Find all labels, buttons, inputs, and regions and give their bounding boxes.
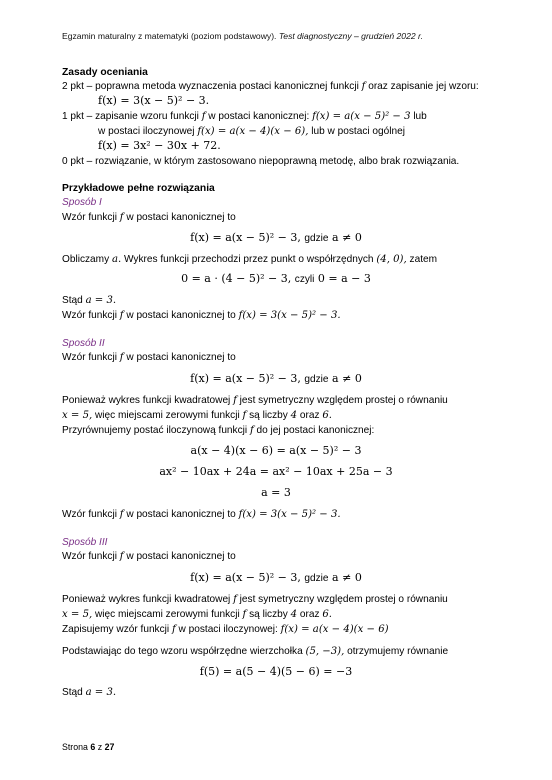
eq: 0 = a · (4 − 5)² − 3,	[181, 272, 292, 285]
point: (5, −3),	[305, 646, 345, 657]
method-2-eq1	[0, 372, 552, 387]
text: w postaci kanonicznej to	[126, 509, 236, 520]
method-1-line2	[62, 253, 437, 266]
header-suffix: Test diagnostyczny – grudzień 2022 r.	[278, 31, 423, 41]
eq: x = 5,	[62, 410, 93, 421]
method-2-eq4: a = 3	[261, 486, 291, 499]
eq: f(x) = a(x − 5)² − 3,	[190, 571, 301, 584]
text: więc miejscami zerowymi funkcji	[95, 410, 240, 421]
score-2pkt-f: f	[361, 81, 366, 92]
method-1-line3	[62, 294, 116, 307]
text: zatem	[409, 254, 438, 265]
number: 6.	[322, 410, 332, 421]
method-2-eq2: a(x − 4)(x − 6) = a(x − 5)² − 3	[190, 444, 362, 457]
score-0pkt: 0 pkt – rozwiązanie, w którym zastosowano niepoprawną metodę, albo brak rozwiązania.	[62, 156, 460, 167]
var-f: f	[233, 594, 237, 605]
score-2pkt-tail: oraz zapisanie jej wzoru:	[368, 81, 479, 92]
eq: 0 = a − 3	[317, 272, 371, 285]
text: jest symetryczny względem prostej o równaniu	[239, 594, 448, 605]
section-title-scoring: Zasady oceniania	[62, 67, 148, 78]
score-2pkt	[62, 80, 479, 93]
score-1pkt-lub: lub	[413, 111, 427, 122]
score-2pkt-formula: f(x) = 3(x − 5)² − 3.	[98, 94, 210, 107]
method-2-line5	[62, 508, 341, 521]
method-2-line4	[62, 424, 374, 437]
text: Wzór funkcji	[62, 352, 117, 363]
score-1pkt-line3-formula: f(x) = 3x² − 30x + 72.	[98, 139, 221, 152]
text: w postaci iloczynowej:	[178, 624, 278, 635]
number: 4	[290, 609, 298, 620]
text: w postaci kanonicznej to	[126, 352, 236, 363]
var-f: f	[242, 410, 247, 421]
method-2-line2	[62, 394, 448, 407]
eq: a = 3.	[85, 687, 117, 698]
number: 4	[290, 410, 298, 421]
text: w postaci kanonicznej to	[126, 212, 236, 223]
eq: x = 5,	[62, 609, 93, 620]
word-gdzie: gdzie	[304, 374, 329, 385]
text: Obliczamy	[62, 254, 110, 265]
footer-strona: Strona	[62, 742, 88, 752]
text: są liczby	[249, 609, 288, 620]
var-f: f	[249, 425, 254, 436]
text: oraz	[299, 609, 320, 620]
method-3-line2	[62, 593, 448, 606]
word-gdzie: gdzie	[304, 233, 329, 244]
eq: f(x) = a(x − 4)(x − 6)	[280, 624, 389, 635]
method-2-label: Sposób II	[62, 338, 105, 349]
eq: f(x) = a(x − 5)² − 3,	[190, 372, 301, 385]
text: otrzymujemy równanie	[347, 646, 449, 657]
text: Stąd	[62, 687, 83, 698]
score-1pkt-line2-formula: f(x) = a(x − 4)(x − 6),	[197, 126, 309, 137]
text: więc miejscami zerowymi funkcji	[95, 609, 240, 620]
var-f: f	[233, 395, 237, 406]
text: w postaci kanonicznej to	[126, 551, 236, 562]
text: Wykres funkcji przechodzi przez punkt o współrzędnych	[123, 254, 374, 265]
score-2pkt-text: 2 pkt – poprawna metoda wyznaczenia postaci kanonicznej funkcji	[62, 81, 359, 92]
method-3-label: Sposób III	[62, 537, 108, 548]
text: Wzór funkcji	[62, 212, 117, 223]
text: są liczby	[249, 410, 288, 421]
condition: a ≠ 0	[332, 231, 362, 244]
text: Wzór funkcji	[62, 310, 117, 321]
var-f: f	[119, 212, 124, 223]
text: Stąd	[62, 295, 83, 306]
var-f: f	[119, 551, 124, 562]
score-1pkt-f: f	[201, 111, 206, 122]
text: Ponieważ wykres funkcji kwadratowej	[62, 395, 231, 406]
text: Podstawiając do tego wzoru współrzędne wierzchołka	[62, 646, 303, 657]
footer-page-number: 6	[90, 742, 96, 752]
score-1pkt-line2-tail: lub w postaci ogólnej	[311, 126, 405, 137]
text: oraz	[299, 410, 320, 421]
text: Ponieważ wykres funkcji kwadratowej	[62, 594, 231, 605]
text: jest symetryczny względem prostej o równaniu	[239, 395, 448, 406]
method-2-line3	[62, 409, 332, 422]
header-prefix: Egzamin maturalny z matematyki (poziom podstawowy).	[62, 31, 277, 41]
text: w postaci kanonicznej to	[126, 310, 236, 321]
text: Wzór funkcji	[62, 551, 117, 562]
point: (4, 0),	[376, 254, 407, 265]
page-footer	[62, 742, 114, 752]
method-1-line4	[62, 309, 341, 322]
text: Wzór funkcji	[62, 509, 117, 520]
footer-z: z	[97, 742, 103, 752]
condition: a ≠ 0	[332, 571, 362, 584]
method-3-line3	[62, 608, 332, 621]
var-f: f	[119, 352, 124, 363]
word-gdzie: gdzie	[304, 573, 329, 584]
method-3-eq2: f(5) = a(5 − 4)(5 − 6) = −3	[199, 665, 353, 678]
eq: f(x) = a(x − 5)² − 3,	[190, 231, 301, 244]
method-3-line1	[62, 550, 236, 563]
var-f: f	[171, 624, 176, 635]
method-2-eq3: ax² − 10ax + 24a = ax² − 10ax + 25a − 3	[159, 465, 393, 478]
word-czyli: czyli	[294, 274, 315, 285]
method-1-eq2	[0, 272, 552, 287]
text: Zapisujemy wzór funkcji	[62, 624, 170, 635]
eq: a = 3.	[85, 295, 117, 306]
footer-total-pages: 27	[104, 742, 115, 752]
var-f: f	[242, 609, 247, 620]
eq: f(x) = 3(x − 5)² − 3.	[238, 509, 341, 520]
score-1pkt-text: 1 pkt – zapisanie wzoru funkcji	[62, 111, 199, 122]
page-header	[62, 31, 423, 41]
method-1-line1	[62, 211, 236, 224]
method-3-eq1	[0, 571, 552, 586]
method-3-line4	[62, 623, 389, 636]
score-1pkt-line2-text: w postaci iloczynowej	[98, 126, 195, 137]
text: Przyrównujemy postać iloczynową funkcji	[62, 425, 248, 436]
method-2-line1	[62, 351, 236, 364]
method-3-line6	[62, 686, 116, 699]
score-1pkt-formula: f(x) = a(x − 5)² − 3	[312, 111, 411, 122]
score-1pkt-line2	[98, 125, 405, 138]
method-3-line5	[62, 645, 448, 658]
var-f: f	[119, 310, 124, 321]
var-f: f	[119, 509, 124, 520]
condition: a ≠ 0	[332, 372, 362, 385]
var-a: a.	[111, 254, 122, 265]
eq: f(x) = 3(x − 5)² − 3.	[238, 310, 341, 321]
method-1-eq1	[0, 231, 552, 246]
section-title-examples: Przykładowe pełne rozwiązania	[62, 183, 215, 194]
method-1-label: Sposób I	[62, 197, 102, 208]
text: do jej postaci kanonicznej:	[256, 425, 375, 436]
score-1pkt	[62, 110, 427, 123]
score-1pkt-mid: w postaci kanonicznej:	[208, 111, 310, 122]
number: 6.	[322, 609, 332, 620]
